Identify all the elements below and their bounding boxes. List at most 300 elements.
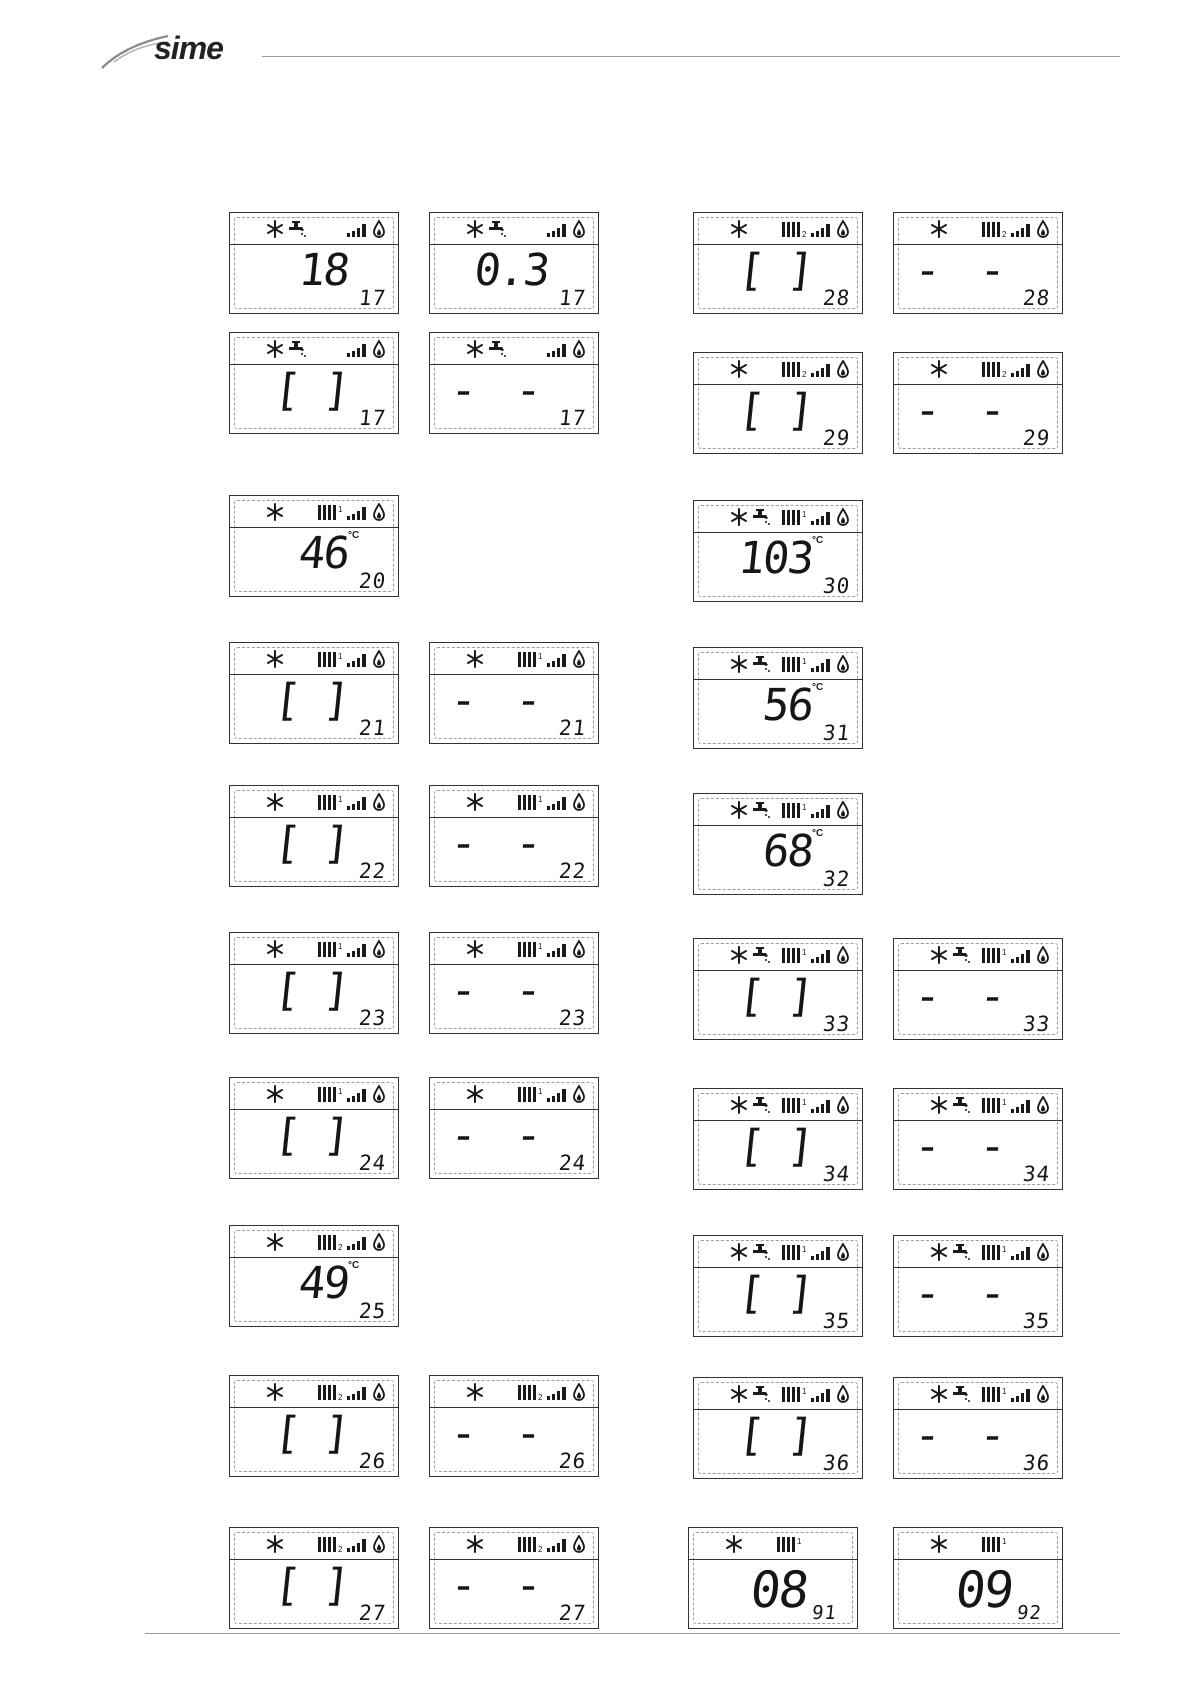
- lcd-symbol-strip: [694, 648, 862, 680]
- lcd-symbol-strip: [430, 786, 598, 818]
- radiator-icon: [316, 503, 344, 521]
- hot-water-tap-icon: [486, 220, 508, 238]
- radiator-icon: [980, 360, 1008, 378]
- lcd-display: [693, 500, 863, 602]
- lcd-display: [429, 1077, 599, 1179]
- radiator-icon: [516, 940, 544, 958]
- svg-text:1: 1: [338, 652, 343, 661]
- flame-icon: [373, 1233, 385, 1251]
- lcd-parameter-code: 27: [357, 1601, 388, 1625]
- lcd-parameter-code: 34: [1021, 1162, 1052, 1186]
- lcd-main-value: [ ]: [735, 1410, 815, 1461]
- lcd-display: [693, 212, 863, 314]
- lcd-display: [229, 642, 399, 744]
- lcd-unit: °C: [348, 530, 360, 541]
- flame-icon: [573, 340, 585, 358]
- svg-text:2: 2: [538, 1393, 543, 1401]
- flame-icon: [373, 940, 385, 958]
- lcd-symbol-strip: [230, 933, 398, 965]
- lcd-main-value: - -: [447, 818, 551, 869]
- lcd-parameter-code: 23: [357, 1006, 388, 1030]
- svg-text:1: 1: [797, 1537, 802, 1546]
- power-level-bars-icon: [346, 340, 368, 358]
- lcd-display: [429, 1375, 599, 1477]
- lcd-parameter-code: 35: [821, 1309, 852, 1333]
- lcd-parameter-code: 36: [821, 1451, 852, 1475]
- lcd-parameter-code: 29: [1021, 426, 1052, 450]
- radiator-icon: [980, 1243, 1008, 1261]
- hot-water-tap-icon: [750, 801, 772, 819]
- hot-water-tap-icon: [950, 1385, 972, 1403]
- lcd-main-value: - -: [447, 365, 551, 416]
- lcd-symbol-strip: [694, 353, 862, 385]
- power-level-bars-icon: [810, 1243, 832, 1261]
- lcd-unit: °C: [812, 682, 824, 693]
- power-level-bars-icon: [546, 340, 568, 358]
- lcd-symbol-strip: [694, 501, 862, 533]
- snowflake-icon: [730, 1385, 748, 1403]
- power-level-bars-icon: [810, 508, 832, 526]
- svg-text:1: 1: [802, 657, 807, 666]
- lcd-symbol-strip: [694, 213, 862, 245]
- snowflake-icon: [930, 946, 948, 964]
- hot-water-tap-icon: [750, 1385, 772, 1403]
- power-level-bars-icon: [546, 1085, 568, 1103]
- snowflake-icon: [730, 1096, 748, 1114]
- lcd-main-value: 68: [760, 826, 815, 877]
- radiator-icon: [316, 1535, 344, 1553]
- lcd-symbol-strip: [230, 643, 398, 675]
- lcd-symbol-strip: [694, 1378, 862, 1410]
- lcd-display: [229, 212, 399, 314]
- lcd-main-value: [ ]: [735, 245, 815, 296]
- snowflake-icon: [466, 340, 484, 358]
- svg-text:1: 1: [1002, 1537, 1007, 1546]
- lcd-display: [693, 352, 863, 454]
- snowflake-icon: [730, 360, 748, 378]
- lcd-symbol-strip: [230, 786, 398, 818]
- flame-icon: [837, 220, 849, 238]
- lcd-parameter-code: 28: [821, 286, 852, 310]
- snowflake-icon: [266, 1535, 284, 1553]
- lcd-symbol-strip: [894, 1089, 1062, 1121]
- power-level-bars-icon: [1010, 220, 1032, 238]
- lcd-display: [229, 1077, 399, 1179]
- flame-icon: [1037, 360, 1049, 378]
- lcd-main-value: [ ]: [271, 1408, 351, 1459]
- snowflake-icon: [266, 220, 284, 238]
- svg-text:1: 1: [802, 803, 807, 812]
- svg-text:1: 1: [802, 948, 807, 957]
- snowflake-icon: [466, 1535, 484, 1553]
- lcd-main-value: [ ]: [271, 675, 351, 726]
- flame-icon: [573, 1085, 585, 1103]
- lcd-symbol-strip: [689, 1528, 857, 1560]
- svg-text:2: 2: [802, 370, 807, 378]
- radiator-icon: [780, 946, 808, 964]
- lcd-main-value: 103: [735, 533, 815, 584]
- flame-icon: [373, 1535, 385, 1553]
- lcd-display: [229, 495, 399, 597]
- lcd-parameter-code: 28: [1021, 286, 1052, 310]
- lcd-parameter-code: 33: [821, 1012, 852, 1036]
- lcd-parameter-code: 24: [357, 1151, 388, 1175]
- svg-text:1: 1: [538, 942, 543, 951]
- snowflake-icon: [266, 340, 284, 358]
- lcd-main-value: 49: [296, 1258, 351, 1309]
- lcd-main-value: 08: [747, 1561, 811, 1619]
- lcd-main-value: 56: [760, 680, 815, 731]
- flame-icon: [837, 1243, 849, 1261]
- flame-icon: [373, 650, 385, 668]
- power-level-bars-icon: [346, 940, 368, 958]
- snowflake-icon: [930, 1243, 948, 1261]
- svg-text:1: 1: [538, 652, 543, 661]
- flame-icon: [837, 655, 849, 673]
- radiator-icon: [980, 946, 1008, 964]
- radiator-icon: [516, 793, 544, 811]
- flame-icon: [573, 793, 585, 811]
- lcd-symbol-strip: [894, 939, 1062, 971]
- lcd-display: [893, 1377, 1063, 1479]
- snowflake-icon: [266, 1085, 284, 1103]
- power-level-bars-icon: [1010, 360, 1032, 378]
- power-level-bars-icon: [810, 801, 832, 819]
- svg-text:2: 2: [1002, 370, 1007, 378]
- radiator-icon: [980, 1385, 1008, 1403]
- radiator-icon: [780, 1243, 808, 1261]
- radiator-icon: [516, 1383, 544, 1401]
- power-level-bars-icon: [810, 360, 832, 378]
- snowflake-icon: [930, 1535, 948, 1553]
- power-level-bars-icon: [546, 793, 568, 811]
- snowflake-icon: [266, 793, 284, 811]
- svg-text:1: 1: [538, 1087, 543, 1096]
- power-level-bars-icon: [346, 1535, 368, 1553]
- radiator-icon: [316, 793, 344, 811]
- flame-icon: [573, 1383, 585, 1401]
- lcd-display: [229, 332, 399, 434]
- lcd-parameter-code: 25: [357, 1299, 388, 1323]
- lcd-main-value: 18: [296, 245, 351, 296]
- radiator-icon: [775, 1535, 803, 1553]
- snowflake-icon: [730, 801, 748, 819]
- lcd-symbol-strip: [694, 1236, 862, 1268]
- hot-water-tap-icon: [750, 1243, 772, 1261]
- flame-icon: [837, 801, 849, 819]
- hot-water-tap-icon: [750, 946, 772, 964]
- svg-text:2: 2: [802, 230, 807, 238]
- lcd-symbol-strip: [430, 213, 598, 245]
- svg-text:1: 1: [802, 1098, 807, 1107]
- lcd-parameter-code: 34: [821, 1162, 852, 1186]
- snowflake-icon: [466, 793, 484, 811]
- lcd-symbol-strip: [694, 939, 862, 971]
- flame-icon: [573, 940, 585, 958]
- radiator-icon: [780, 220, 808, 238]
- lcd-parameter-code: 26: [357, 1449, 388, 1473]
- lcd-display: [429, 932, 599, 1034]
- lcd-display: [229, 1527, 399, 1629]
- lcd-symbol-strip: [230, 1528, 398, 1560]
- power-level-bars-icon: [546, 650, 568, 668]
- flame-icon: [837, 360, 849, 378]
- hot-water-tap-icon: [486, 340, 508, 358]
- lcd-main-value: - -: [911, 245, 1015, 296]
- lcd-main-value: - -: [447, 1560, 551, 1611]
- flame-icon: [837, 946, 849, 964]
- snowflake-icon: [930, 360, 948, 378]
- lcd-main-value: - -: [911, 971, 1015, 1022]
- lcd-symbol-strip: [894, 1236, 1062, 1268]
- lcd-parameter-code: 22: [557, 859, 588, 883]
- lcd-display: [429, 212, 599, 314]
- lcd-main-value: [ ]: [271, 1110, 351, 1161]
- snowflake-icon: [266, 1233, 284, 1251]
- lcd-parameter-code: 17: [357, 406, 388, 430]
- power-level-bars-icon: [546, 1535, 568, 1553]
- lcd-parameter-code: 17: [557, 406, 588, 430]
- lcd-display: [693, 1377, 863, 1479]
- svg-text:1: 1: [338, 795, 343, 804]
- svg-text:1: 1: [1002, 1387, 1007, 1396]
- flame-icon: [573, 220, 585, 238]
- hot-water-tap-icon: [750, 655, 772, 673]
- snowflake-icon: [930, 220, 948, 238]
- lcd-parameter-code: 20: [357, 569, 388, 593]
- power-level-bars-icon: [1010, 1243, 1032, 1261]
- lcd-symbol-strip: [430, 643, 598, 675]
- lcd-parameter-code: 31: [821, 721, 852, 745]
- radiator-icon: [516, 1535, 544, 1553]
- power-level-bars-icon: [346, 1233, 368, 1251]
- lcd-main-value: [ ]: [735, 385, 815, 436]
- lcd-display: [229, 1225, 399, 1327]
- snowflake-icon: [725, 1535, 743, 1553]
- radiator-icon: [316, 650, 344, 668]
- power-level-bars-icon: [1010, 1096, 1032, 1114]
- lcd-main-value: 0.3: [471, 245, 551, 296]
- lcd-symbol-strip: [230, 213, 398, 245]
- hot-water-tap-icon: [950, 946, 972, 964]
- radiator-icon: [316, 1085, 344, 1103]
- lcd-display: [429, 332, 599, 434]
- hot-water-tap-icon: [750, 1096, 772, 1114]
- brand-logo: [100, 22, 260, 72]
- lcd-main-value: 09: [952, 1561, 1016, 1619]
- flame-icon: [373, 340, 385, 358]
- radiator-icon: [316, 1233, 344, 1251]
- snowflake-icon: [730, 946, 748, 964]
- radiator-icon: [980, 1096, 1008, 1114]
- lcd-parameter-code: 17: [357, 286, 388, 310]
- flame-icon: [1037, 1096, 1049, 1114]
- lcd-display: [893, 1527, 1063, 1629]
- snowflake-icon: [266, 503, 284, 521]
- snowflake-icon: [930, 1096, 948, 1114]
- lcd-display: [893, 1235, 1063, 1337]
- power-level-bars-icon: [546, 220, 568, 238]
- svg-text:2: 2: [338, 1243, 343, 1251]
- lcd-symbol-strip: [894, 353, 1062, 385]
- power-level-bars-icon: [346, 1383, 368, 1401]
- svg-text:2: 2: [538, 1545, 543, 1553]
- lcd-main-value: - -: [447, 1110, 551, 1161]
- lcd-main-value: [ ]: [735, 1268, 815, 1319]
- lcd-display: [693, 647, 863, 749]
- svg-text:2: 2: [1002, 230, 1007, 238]
- flame-icon: [1037, 1385, 1049, 1403]
- snowflake-icon: [466, 1085, 484, 1103]
- lcd-parameter-code: 17: [557, 286, 588, 310]
- flame-icon: [1037, 946, 1049, 964]
- power-level-bars-icon: [346, 650, 368, 668]
- lcd-main-value: - -: [911, 1121, 1015, 1172]
- lcd-display: [893, 1088, 1063, 1190]
- radiator-icon: [980, 220, 1008, 238]
- snowflake-icon: [730, 655, 748, 673]
- lcd-main-value: [ ]: [271, 1560, 351, 1611]
- lcd-main-value: - -: [911, 1268, 1015, 1319]
- lcd-parameter-code: 33: [1021, 1012, 1052, 1036]
- power-level-bars-icon: [810, 1096, 832, 1114]
- svg-text:1: 1: [538, 795, 543, 804]
- lcd-symbol-strip: [230, 1078, 398, 1110]
- flame-icon: [373, 220, 385, 238]
- lcd-display: [429, 642, 599, 744]
- snowflake-icon: [730, 1243, 748, 1261]
- flame-icon: [373, 503, 385, 521]
- lcd-main-value: [ ]: [271, 818, 351, 869]
- lcd-symbol-strip: [230, 1376, 398, 1408]
- radiator-icon: [980, 1535, 1008, 1553]
- hot-water-tap-icon: [286, 340, 308, 358]
- flame-icon: [373, 1383, 385, 1401]
- svg-text:1: 1: [1002, 948, 1007, 957]
- flame-icon: [373, 1085, 385, 1103]
- lcd-parameter-code: 36: [1021, 1451, 1052, 1475]
- radiator-icon: [780, 360, 808, 378]
- lcd-display: [229, 1375, 399, 1477]
- radiator-icon: [316, 1383, 344, 1401]
- lcd-symbol-strip: [230, 1226, 398, 1258]
- svg-text:1: 1: [802, 510, 807, 519]
- lcd-symbol-strip: [430, 1078, 598, 1110]
- lcd-unit: °C: [348, 1260, 360, 1271]
- power-level-bars-icon: [810, 220, 832, 238]
- snowflake-icon: [730, 220, 748, 238]
- lcd-symbol-strip: [694, 794, 862, 826]
- lcd-main-value: [ ]: [271, 965, 351, 1016]
- svg-text:1: 1: [1002, 1098, 1007, 1107]
- lcd-main-value: - -: [447, 675, 551, 726]
- svg-text:2: 2: [338, 1393, 343, 1401]
- snowflake-icon: [466, 1383, 484, 1401]
- flame-icon: [1037, 220, 1049, 238]
- brand-name: sime: [154, 30, 223, 66]
- lcd-main-value: [ ]: [735, 971, 815, 1022]
- svg-text:1: 1: [338, 1087, 343, 1096]
- lcd-parameter-code: 21: [357, 716, 388, 740]
- snowflake-icon: [466, 220, 484, 238]
- radiator-icon: [516, 1085, 544, 1103]
- lcd-main-value: - -: [447, 1408, 551, 1459]
- lcd-symbol-strip: [694, 1089, 862, 1121]
- lcd-main-value: - -: [911, 385, 1015, 436]
- svg-text:1: 1: [338, 942, 343, 951]
- lcd-symbol-strip: [894, 213, 1062, 245]
- power-level-bars-icon: [546, 940, 568, 958]
- power-level-bars-icon: [810, 1385, 832, 1403]
- flame-icon: [573, 650, 585, 668]
- power-level-bars-icon: [346, 1085, 368, 1103]
- radiator-icon: [316, 940, 344, 958]
- flame-icon: [837, 508, 849, 526]
- power-level-bars-icon: [346, 793, 368, 811]
- lcd-parameter-code: 23: [557, 1006, 588, 1030]
- lcd-symbol-strip: [230, 496, 398, 528]
- lcd-main-value: [ ]: [271, 365, 351, 416]
- snowflake-icon: [930, 1385, 948, 1403]
- radiator-icon: [780, 1096, 808, 1114]
- svg-text:1: 1: [802, 1387, 807, 1396]
- lcd-parameter-code: 30: [821, 574, 852, 598]
- radiator-icon: [516, 650, 544, 668]
- lcd-parameter-code: 92: [1015, 1602, 1044, 1624]
- radiator-icon: [780, 508, 808, 526]
- lcd-parameter-code: 35: [1021, 1309, 1052, 1333]
- snowflake-icon: [266, 940, 284, 958]
- lcd-parameter-code: 22: [357, 859, 388, 883]
- lcd-display: [693, 1235, 863, 1337]
- radiator-icon: [780, 801, 808, 819]
- lcd-symbol-strip: [430, 1528, 598, 1560]
- svg-text:1: 1: [1002, 1245, 1007, 1254]
- lcd-main-value: 46: [296, 528, 351, 579]
- hot-water-tap-icon: [950, 1243, 972, 1261]
- lcd-parameter-code: 26: [557, 1449, 588, 1473]
- snowflake-icon: [730, 508, 748, 526]
- hot-water-tap-icon: [750, 508, 772, 526]
- lcd-parameter-code: 21: [557, 716, 588, 740]
- lcd-parameter-code: 32: [821, 867, 852, 891]
- snowflake-icon: [466, 940, 484, 958]
- snowflake-icon: [266, 650, 284, 668]
- lcd-display: [429, 785, 599, 887]
- lcd-main-value: - -: [911, 1410, 1015, 1461]
- flame-icon: [573, 1535, 585, 1553]
- lcd-display: [693, 938, 863, 1040]
- lcd-unit: °C: [812, 828, 824, 839]
- svg-text:1: 1: [802, 1245, 807, 1254]
- snowflake-icon: [466, 650, 484, 668]
- lcd-symbol-strip: [430, 933, 598, 965]
- lcd-unit: °C: [812, 535, 824, 546]
- lcd-symbol-strip: [430, 333, 598, 365]
- lcd-symbol-strip: [430, 1376, 598, 1408]
- hot-water-tap-icon: [950, 1096, 972, 1114]
- lcd-display: [693, 1088, 863, 1190]
- lcd-display: [893, 938, 1063, 1040]
- power-level-bars-icon: [810, 946, 832, 964]
- power-level-bars-icon: [346, 220, 368, 238]
- flame-icon: [373, 793, 385, 811]
- lcd-symbol-strip: [894, 1528, 1062, 1560]
- power-level-bars-icon: [346, 503, 368, 521]
- lcd-display: [688, 1527, 858, 1629]
- svg-text:2: 2: [338, 1545, 343, 1553]
- flame-icon: [837, 1385, 849, 1403]
